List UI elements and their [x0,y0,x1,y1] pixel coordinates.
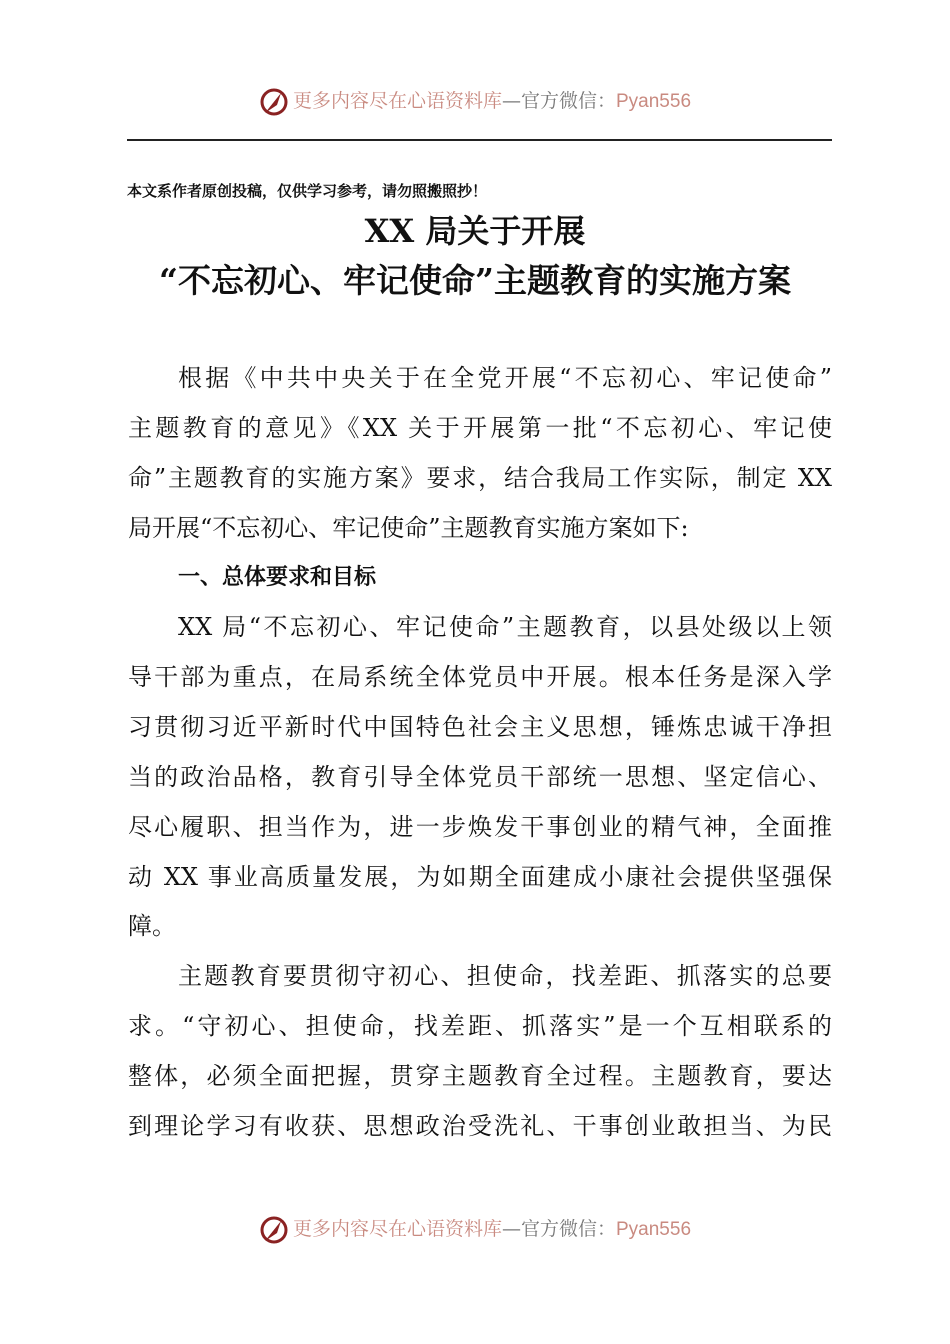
body-line: 尽心履职、担当作为，进一步焕发干事创业的精气神，全面推 [128,812,832,841]
body-line: 整体，必须全面把握，贯穿主题教育全过程。主题教育，要达 [128,1062,832,1091]
document-body [128,354,832,1152]
body-line: 障。 [128,912,176,941]
quill-logo-icon [259,1215,289,1245]
watermark-wechat-id: Pyan556 [616,91,692,112]
body-line: 根据《中共中央关于在全党开展“不忘初心、牢记使命” [178,364,832,392]
body-line: 习贯彻习近平新时代中国特色社会主义思想，锤炼忠诚干净担 [128,713,832,742]
watermark-text: 更多内容尽在心语资料库 [292,90,502,112]
watermark-text: 更多内容尽在心语资料库 [292,1218,502,1240]
watermark-wechat-id: Pyan556 [616,1219,692,1240]
body-line: XX 局“不忘初心、牢记使命”主题教育，以县处级以上领 [178,613,832,642]
body-line: 导干部为重点，在局系统全体党员中开展。根本任务是深入学 [128,663,832,692]
watermark-wechat-label: —官方微信： [501,1218,616,1240]
doc-title-line2: “不忘初心、牢记使命”主题教育的实施方案 [159,261,791,300]
section-heading: 一、总体要求和目标 [178,565,377,591]
body-line: 动 XX 事业高质量发展，为如期全面建成小康社会提供坚强保 [128,862,832,891]
body-line: 局开展“不忘初心、牢记使命”主题教育实施方案如下: [128,513,689,542]
body-line: 主题教育的意见》《XX 关于开展第一批“不忘初心、牢记使 [128,413,832,442]
header-watermark [0,86,950,117]
body-line: 命”主题教育的实施方案》要求，结合我局工作实际，制定 XX [128,463,832,492]
header-divider [127,139,832,141]
body-line: 当的政治品格，教育引导全体党员干部统一思想、坚定信心、 [128,762,832,791]
doc-title-line1: XX 局关于开展 [364,212,586,250]
copyright-notice: 本文系作者原创投稿，仅供学习参考，请勿照搬照抄！ [127,182,488,200]
watermark-wechat-label: —官方微信： [501,90,616,112]
quill-logo-icon [259,87,289,117]
footer-watermark [0,1214,950,1245]
body-line: 求。“守初心、担使命，找差距、抓落实”是一个互相联系的 [128,1012,832,1041]
body-line: 到理论学习有收获、思想政治受洗礼、干事创业敢担当、为民 [128,1111,832,1140]
body-line: 主题教育要贯彻守初心、担使命，找差距、抓落实的总要 [178,962,832,991]
